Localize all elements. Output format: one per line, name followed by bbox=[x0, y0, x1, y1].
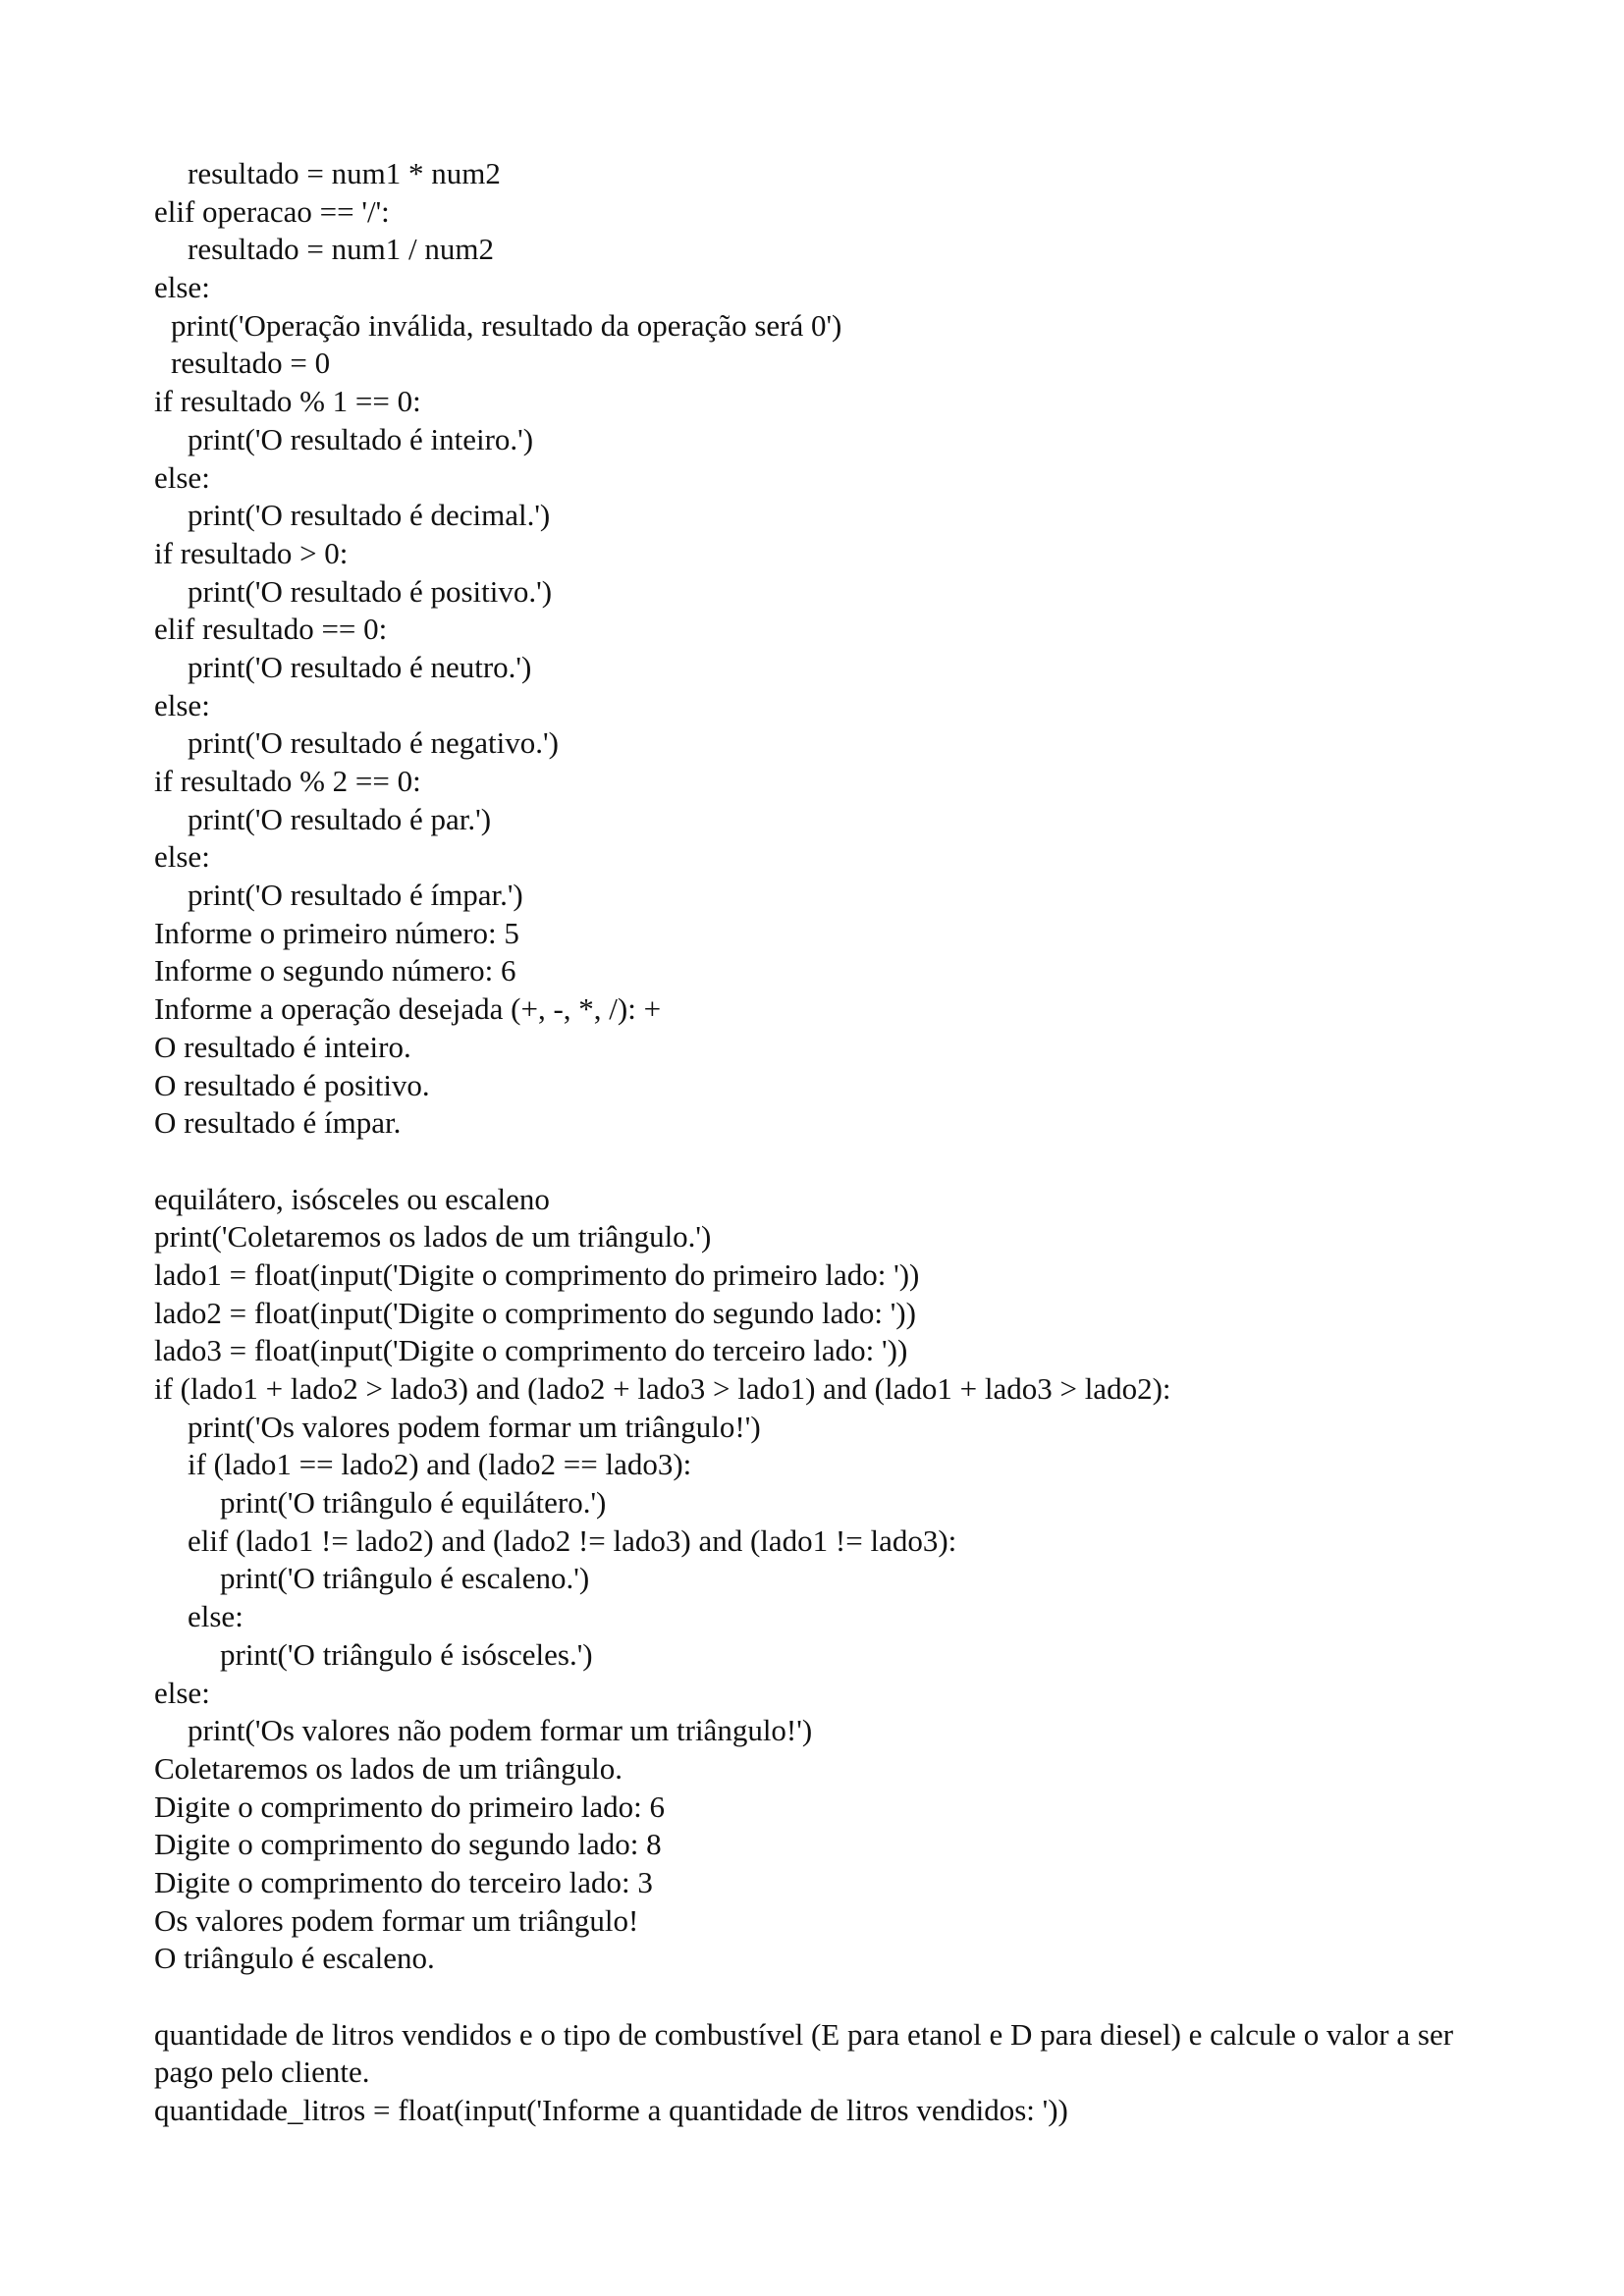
paragraph-spacer bbox=[154, 1978, 1470, 2016]
calc-code-block bbox=[154, 155, 1470, 915]
code-line: print('O resultado é positivo.') bbox=[188, 573, 553, 609]
document-body bbox=[154, 155, 1470, 2130]
fuel-code-block bbox=[154, 2092, 1470, 2130]
output-line: O resultado é inteiro. bbox=[154, 1029, 411, 1064]
output-line: Digite o comprimento do segundo lado: 8 bbox=[154, 1827, 662, 1862]
code-line: elif resultado == 0: bbox=[154, 612, 388, 647]
code-line: if (lado1 == lado2) and (lado2 == lado3): bbox=[188, 1447, 692, 1482]
output-line: Informe a operação desejada (+, -, *, /): + bbox=[154, 991, 662, 1027]
output-line: O resultado é positivo. bbox=[154, 1067, 430, 1102]
code-line: else: bbox=[188, 1599, 244, 1634]
paragraph-spacer bbox=[154, 1143, 1470, 1181]
code-line: resultado = num1 * num2 bbox=[188, 156, 501, 190]
code-line: elif (lado1 != lado2) and (lado2 != lado3) and (lado1 != lado3): bbox=[188, 1522, 957, 1558]
output-line: Coletaremos os lados de um triângulo. bbox=[154, 1750, 623, 1786]
output-line: Digite o comprimento do terceiro lado: 3 bbox=[154, 1864, 653, 1899]
code-line: resultado = num1 / num2 bbox=[188, 232, 494, 267]
code-line: print('O resultado é decimal.') bbox=[188, 498, 551, 533]
output-line: Informe o segundo número: 6 bbox=[154, 953, 516, 988]
output-line: Digite o comprimento do primeiro lado: 6 bbox=[154, 1789, 666, 1824]
code-line: if resultado > 0: bbox=[154, 535, 349, 570]
code-line: print('Os valores podem formar um triângulo!') bbox=[188, 1409, 761, 1444]
code-line: print('O resultado é inteiro.') bbox=[188, 421, 534, 456]
code-line: elif operacao == '/': bbox=[154, 193, 390, 229]
code-line: if resultado % 1 == 0: bbox=[154, 384, 421, 419]
triangle-output-block bbox=[154, 1750, 1470, 1978]
output-line: Os valores podem formar um triângulo! bbox=[154, 1902, 639, 1938]
code-line: print('O resultado é neutro.') bbox=[188, 649, 532, 684]
code-line: lado3 = float(input('Digite o comprimento do terceiro lado: ')) bbox=[154, 1333, 908, 1368]
triangle-code-block bbox=[154, 1218, 1470, 1750]
code-line: if resultado % 2 == 0: bbox=[154, 764, 421, 798]
triangle-intro: equilátero, isósceles ou escaleno bbox=[154, 1181, 550, 1216]
code-line: lado2 = float(input('Digite o comprimento do segundo lado: ')) bbox=[154, 1295, 916, 1330]
code-line: print('Coletaremos os lados de um triângulo.') bbox=[154, 1219, 712, 1255]
code-line: quantidade_litros = float(input('Informe a quantidade de litros vendidos: ')) bbox=[154, 2093, 1068, 2128]
code-line: print('O resultado é par.') bbox=[188, 801, 492, 836]
code-line: else: bbox=[154, 1675, 210, 1710]
output-line: O resultado é ímpar. bbox=[154, 1105, 402, 1141]
calc-output-block bbox=[154, 915, 1470, 1143]
code-line: else: bbox=[154, 687, 210, 722]
code-line: print('Os valores não podem formar um triângulo!') bbox=[188, 1713, 813, 1748]
code-line: if (lado1 + lado2 > lado3) and (lado2 + lado3 > lado1) and (lado1 + lado3 > lado2): bbox=[154, 1371, 1171, 1406]
code-line: lado1 = float(input('Digite o comprimento do primeiro lado: ')) bbox=[154, 1256, 920, 1292]
code-line: else: bbox=[154, 839, 210, 875]
code-line: print('O triângulo é escaleno.') bbox=[220, 1561, 590, 1596]
code-line: print('O triângulo é isósceles.') bbox=[220, 1636, 593, 1672]
output-line: Informe o primeiro número: 5 bbox=[154, 915, 519, 950]
code-line: else: bbox=[154, 270, 210, 305]
code-line: resultado = 0 bbox=[171, 346, 331, 381]
code-line: print('Operação inválida, resultado da operação será 0') bbox=[171, 307, 842, 343]
fuel-intro: quantidade de litros vendidos e o tipo de combustível (E para etanol e D para diesel) e calcule o valor a ser pago pelo cliente. bbox=[154, 2016, 1454, 2090]
code-line: print('O triângulo é equilátero.') bbox=[220, 1485, 607, 1521]
code-line: else: bbox=[154, 459, 210, 495]
output-line: O triângulo é escaleno. bbox=[154, 1941, 435, 1976]
code-line: print('O resultado é ímpar.') bbox=[188, 878, 523, 913]
code-line: print('O resultado é negativo.') bbox=[188, 725, 559, 761]
